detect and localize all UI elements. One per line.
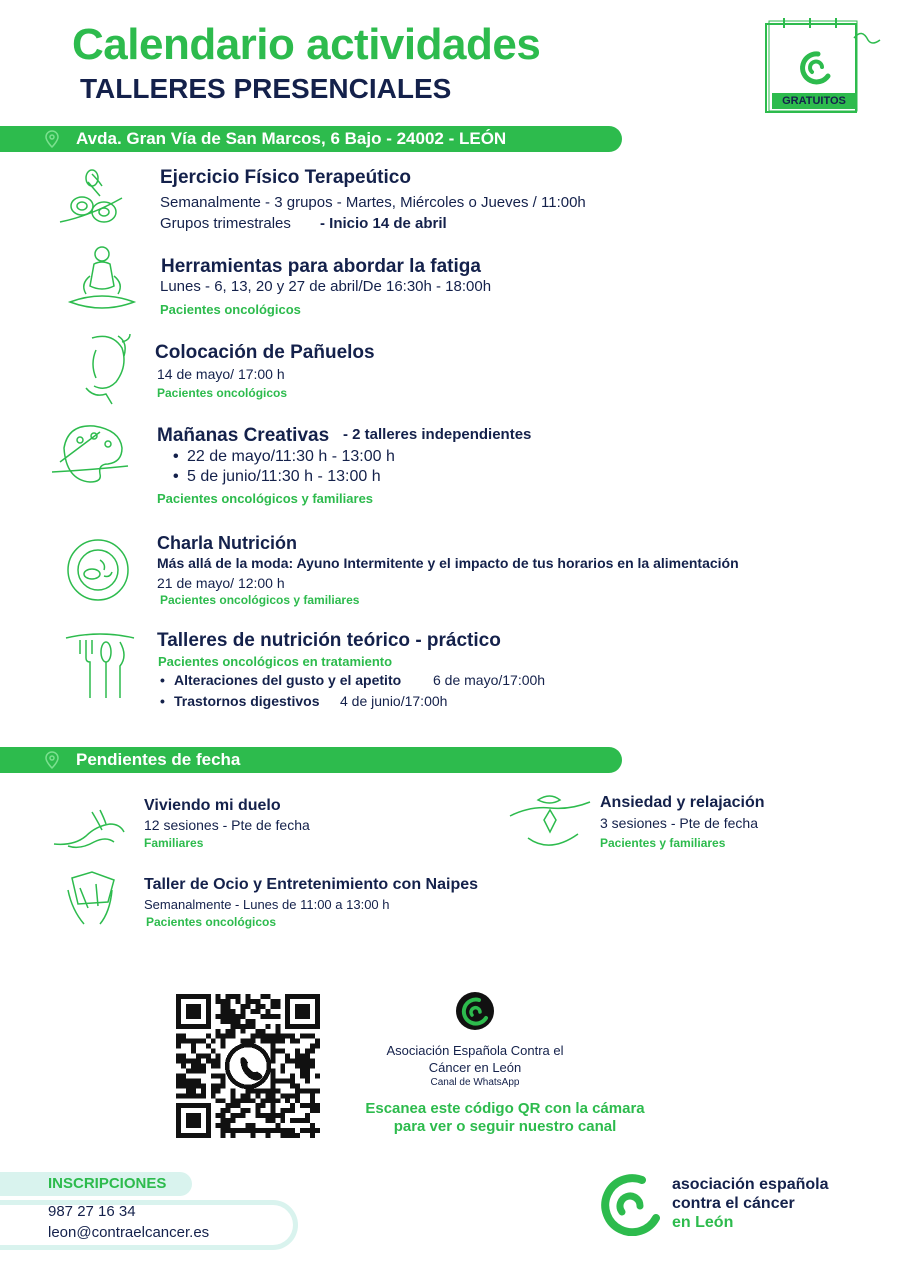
- footer-logo-line2: contra el cáncer: [672, 1195, 795, 1212]
- contact-email[interactable]: leon@contraelcancer.es: [48, 1224, 210, 1241]
- headscarf-face-icon: [62, 328, 142, 408]
- whatsapp-channel-label: Canal de WhatsApp: [430, 1077, 520, 1088]
- activity-schedule: 14 de mayo/ 17:00 h: [157, 366, 285, 382]
- activity-audience: Pacientes oncológicos y familiares: [157, 491, 374, 506]
- activity-title: Herramientas para abordar la fatiga: [161, 256, 481, 277]
- pending-schedule: 3 sesiones - Pte de fecha: [600, 815, 758, 831]
- activity-note: - 2 talleres independientes: [343, 426, 532, 443]
- association-name-line2: Cáncer en León: [428, 1060, 522, 1075]
- footer-logo-icon: [598, 1170, 664, 1236]
- page-subtitle: TALLERES PRESENCIALES: [80, 73, 452, 104]
- activity-groups: Grupos trimestrales: [160, 215, 291, 232]
- activity-audience: Pacientes oncológicos: [157, 386, 288, 400]
- pending-title: Taller de Ocio y Entretenimiento con Naipes: [144, 876, 479, 893]
- free-badge-label: GRATUITOS: [772, 93, 856, 109]
- footer-logo-line3: en León: [672, 1214, 734, 1231]
- activity-title: Talleres de nutrición teórico - práctico: [157, 630, 501, 651]
- footer-logo-line1: asociación española: [672, 1176, 829, 1193]
- pending-band: [0, 747, 622, 773]
- free-badge: [762, 16, 882, 116]
- pending-title: Viviendo mi duelo: [144, 797, 281, 814]
- pending-audience: Pacientes oncológicos: [146, 915, 277, 929]
- qr-instruction-line1: Escanea este código QR con la cámara: [365, 1100, 645, 1117]
- registration-label: INSCRIPCIONES: [48, 1175, 167, 1192]
- qr-instruction: [340, 1100, 670, 1136]
- page-title: Calendario actividades: [72, 20, 541, 69]
- dumbbell-icon: [52, 160, 132, 240]
- activity-date: 6 de mayo/17:00h: [433, 672, 546, 688]
- activity-bullet: • 22 de mayo/11:30 h - 13:00 h: [187, 448, 395, 466]
- activity-title: Ejercicio Físico Terapeútico: [160, 167, 411, 188]
- qr-instruction-line2: para ver o seguir nuestro canal: [393, 1118, 617, 1135]
- cutlery-icon: [60, 626, 140, 706]
- pending-band-text: Pendientes de fecha: [76, 750, 241, 769]
- location-pin-icon: [42, 129, 62, 149]
- pending-schedule: 12 sesiones - Pte de fecha: [144, 817, 310, 833]
- activity-audience: Pacientes oncológicos en tratamiento: [158, 654, 393, 669]
- activity-audience: Pacientes oncológicos: [160, 302, 301, 317]
- location-pin-icon: [42, 750, 62, 770]
- meditation-icon: [62, 240, 142, 320]
- contact-phone[interactable]: 987 27 16 34: [48, 1203, 136, 1220]
- plate-food-icon: [60, 530, 140, 610]
- activity-title: Mañanas Creativas: [157, 425, 330, 446]
- paint-palette-icon: [50, 412, 130, 492]
- pending-schedule: Semanalmente - Lunes de 11:00 a 13:00 h: [144, 897, 390, 912]
- association-name-line1: Asociación Española Contra el: [386, 1043, 564, 1058]
- whatsapp-icon: [227, 1045, 269, 1087]
- activity-date: 4 de junio/17:00h: [340, 693, 448, 709]
- activity-bullet: • Trastornos digestivos: [174, 693, 319, 709]
- association-logo-icon: [455, 991, 495, 1031]
- relaxation-hands-icon: [508, 790, 592, 852]
- activity-schedule: 21 de mayo/ 12:00 h: [157, 575, 285, 591]
- activity-title: Charla Nutrición: [157, 533, 298, 553]
- address-band: [0, 126, 622, 152]
- whatsapp-qr-code[interactable]: [176, 994, 320, 1138]
- pending-audience: Familiares: [144, 836, 204, 850]
- pending-title: Ansiedad y relajación: [600, 794, 765, 811]
- activity-start-date: - Inicio 14 de abril: [320, 215, 447, 232]
- address-text: Avda. Gran Vía de San Marcos, 6 Bajo - 24002 - LEÓN: [76, 129, 507, 148]
- pending-audience: Pacientes y familiares: [600, 836, 726, 850]
- activity-schedule: Semanalmente - 3 grupos - Martes, Miércoles o Jueves / 11:00h: [160, 194, 586, 211]
- holding-hands-icon: [52, 800, 132, 856]
- association-name: [370, 1042, 580, 1076]
- activity-audience: Pacientes oncológicos y familiares: [160, 593, 360, 607]
- cards-hands-icon: [62, 868, 122, 928]
- activity-description: Más allá de la moda: Ayuno Intermitente y el impacto de tus horarios en la alimentación: [157, 555, 739, 571]
- activity-schedule: Lunes - 6, 13, 20 y 27 de abril/De 16:30h - 18:00h: [160, 278, 492, 295]
- activity-title: Colocación de Pañuelos: [155, 342, 375, 363]
- activity-bullet: • Alteraciones del gusto y el apetito: [174, 672, 401, 688]
- activity-bullet: • 5 de junio/11:30 h - 13:00 h: [187, 468, 381, 486]
